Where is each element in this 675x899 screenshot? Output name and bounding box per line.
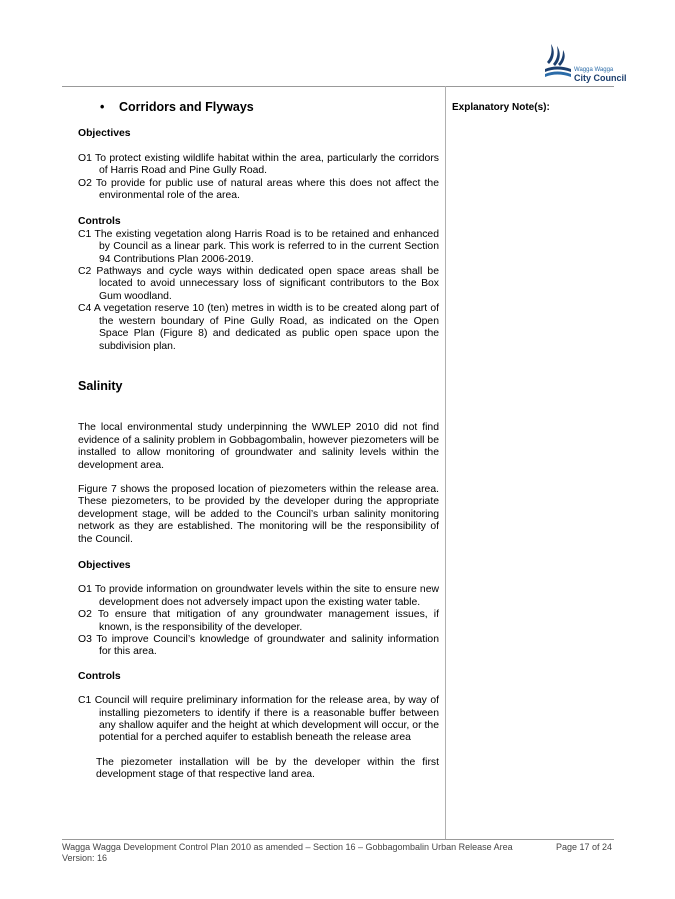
section-heading-salinity: Salinity xyxy=(78,378,123,393)
logo-line2: City Council xyxy=(574,73,627,83)
objective-item: O2 To provide for public use of natural areas where this does not affect the environmental role of the area. xyxy=(78,177,439,202)
salinity-paragraph: Figure 7 shows the proposed location of piezometers within the release area. These piezometers, to be provided by the developer during the appropriate development stage, will be added to the Council’s urban salinity monitoring network as they are established. The monitoring will be the responsibility of the Council. xyxy=(78,483,439,545)
controls-list xyxy=(78,695,439,745)
page-number: Page 17 of 24 xyxy=(555,842,612,852)
section-heading-corridors xyxy=(78,101,439,113)
controls-heading: Controls xyxy=(78,216,121,228)
main-content xyxy=(78,97,439,782)
page-footer xyxy=(62,842,614,864)
control-item: C1 Council will require preliminary information for the release area, by way of installing piezometers to identify if there is a reasonable buffer between any shallow aquifer and the height at which development will occur, or the potential for a perched aquifer to establish beneath the release area xyxy=(78,695,439,744)
objective-item: O1 To protect existing wildlife habitat within the area, particularly the corridors of Harris Road and Pine Gully Road. xyxy=(78,152,439,177)
logo-line1: Wagga Wagga xyxy=(574,67,614,73)
salinity-paragraph: The local environmental study underpinning the WWLEP 2010 did not find evidence of a salinity problem in Gobbagombalin, however piezometers will be installed to allow monitoring of groundwater and salinity levels within the development area. xyxy=(78,422,439,471)
objectives-heading: Objectives xyxy=(78,128,131,140)
objective-item: O1 To provide information on groundwater levels within the site to ensure new development does not adversely impact upon the existing water table. xyxy=(78,584,439,608)
footer-divider xyxy=(62,839,614,840)
objective-item: O3 To improve Council’s knowledge of groundwater and salinity information for this area. xyxy=(78,634,439,658)
controls-heading: Controls xyxy=(78,670,121,682)
corridors-heading-text: Corridors and Flyways xyxy=(119,100,254,114)
control-item: C1 The existing vegetation along Harris Road is to be retained and enhanced by Council as a linear park. This work is referred to in the current Section 94 Contributions Plan 2006-2019. xyxy=(78,228,439,265)
control-note: The piezometer installation will be by the developer within the first development stage of that respective land area. xyxy=(96,756,439,781)
explanatory-notes-title: Explanatory Note(s): xyxy=(452,102,550,113)
council-logo xyxy=(543,42,633,82)
objectives-heading: Objectives xyxy=(78,559,131,571)
council-logo-icon xyxy=(543,42,573,82)
control-item: C4 A vegetation reserve 10 (ten) metres in width is to be created along part of the western boundary of Pine Gully Road, as indicated on the Open Space Plan (Figure 8) and dedicated as public open space upon the subdivision plan. xyxy=(78,303,439,352)
objective-item: O2 To ensure that mitigation of any groundwater management issues, if known, is the responsibility of the developer. xyxy=(78,609,439,633)
footer-title: Wagga Wagga Development Control Plan 2010 as amended – Section 16 – Gobbagombalin Urban Release Area xyxy=(62,842,513,852)
column-divider xyxy=(445,86,446,839)
bullet-icon: • xyxy=(100,100,105,114)
controls-list xyxy=(78,229,439,353)
objectives-list xyxy=(78,584,439,658)
control-item: C2 Pathways and cycle ways within dedicated open space areas shall be located to avoid unnecessary loss of significant contributors to the Box Gum woodland. xyxy=(78,266,439,302)
objectives-list xyxy=(78,153,439,203)
header-divider xyxy=(62,86,614,87)
footer-version: Version: 16 xyxy=(62,853,108,863)
